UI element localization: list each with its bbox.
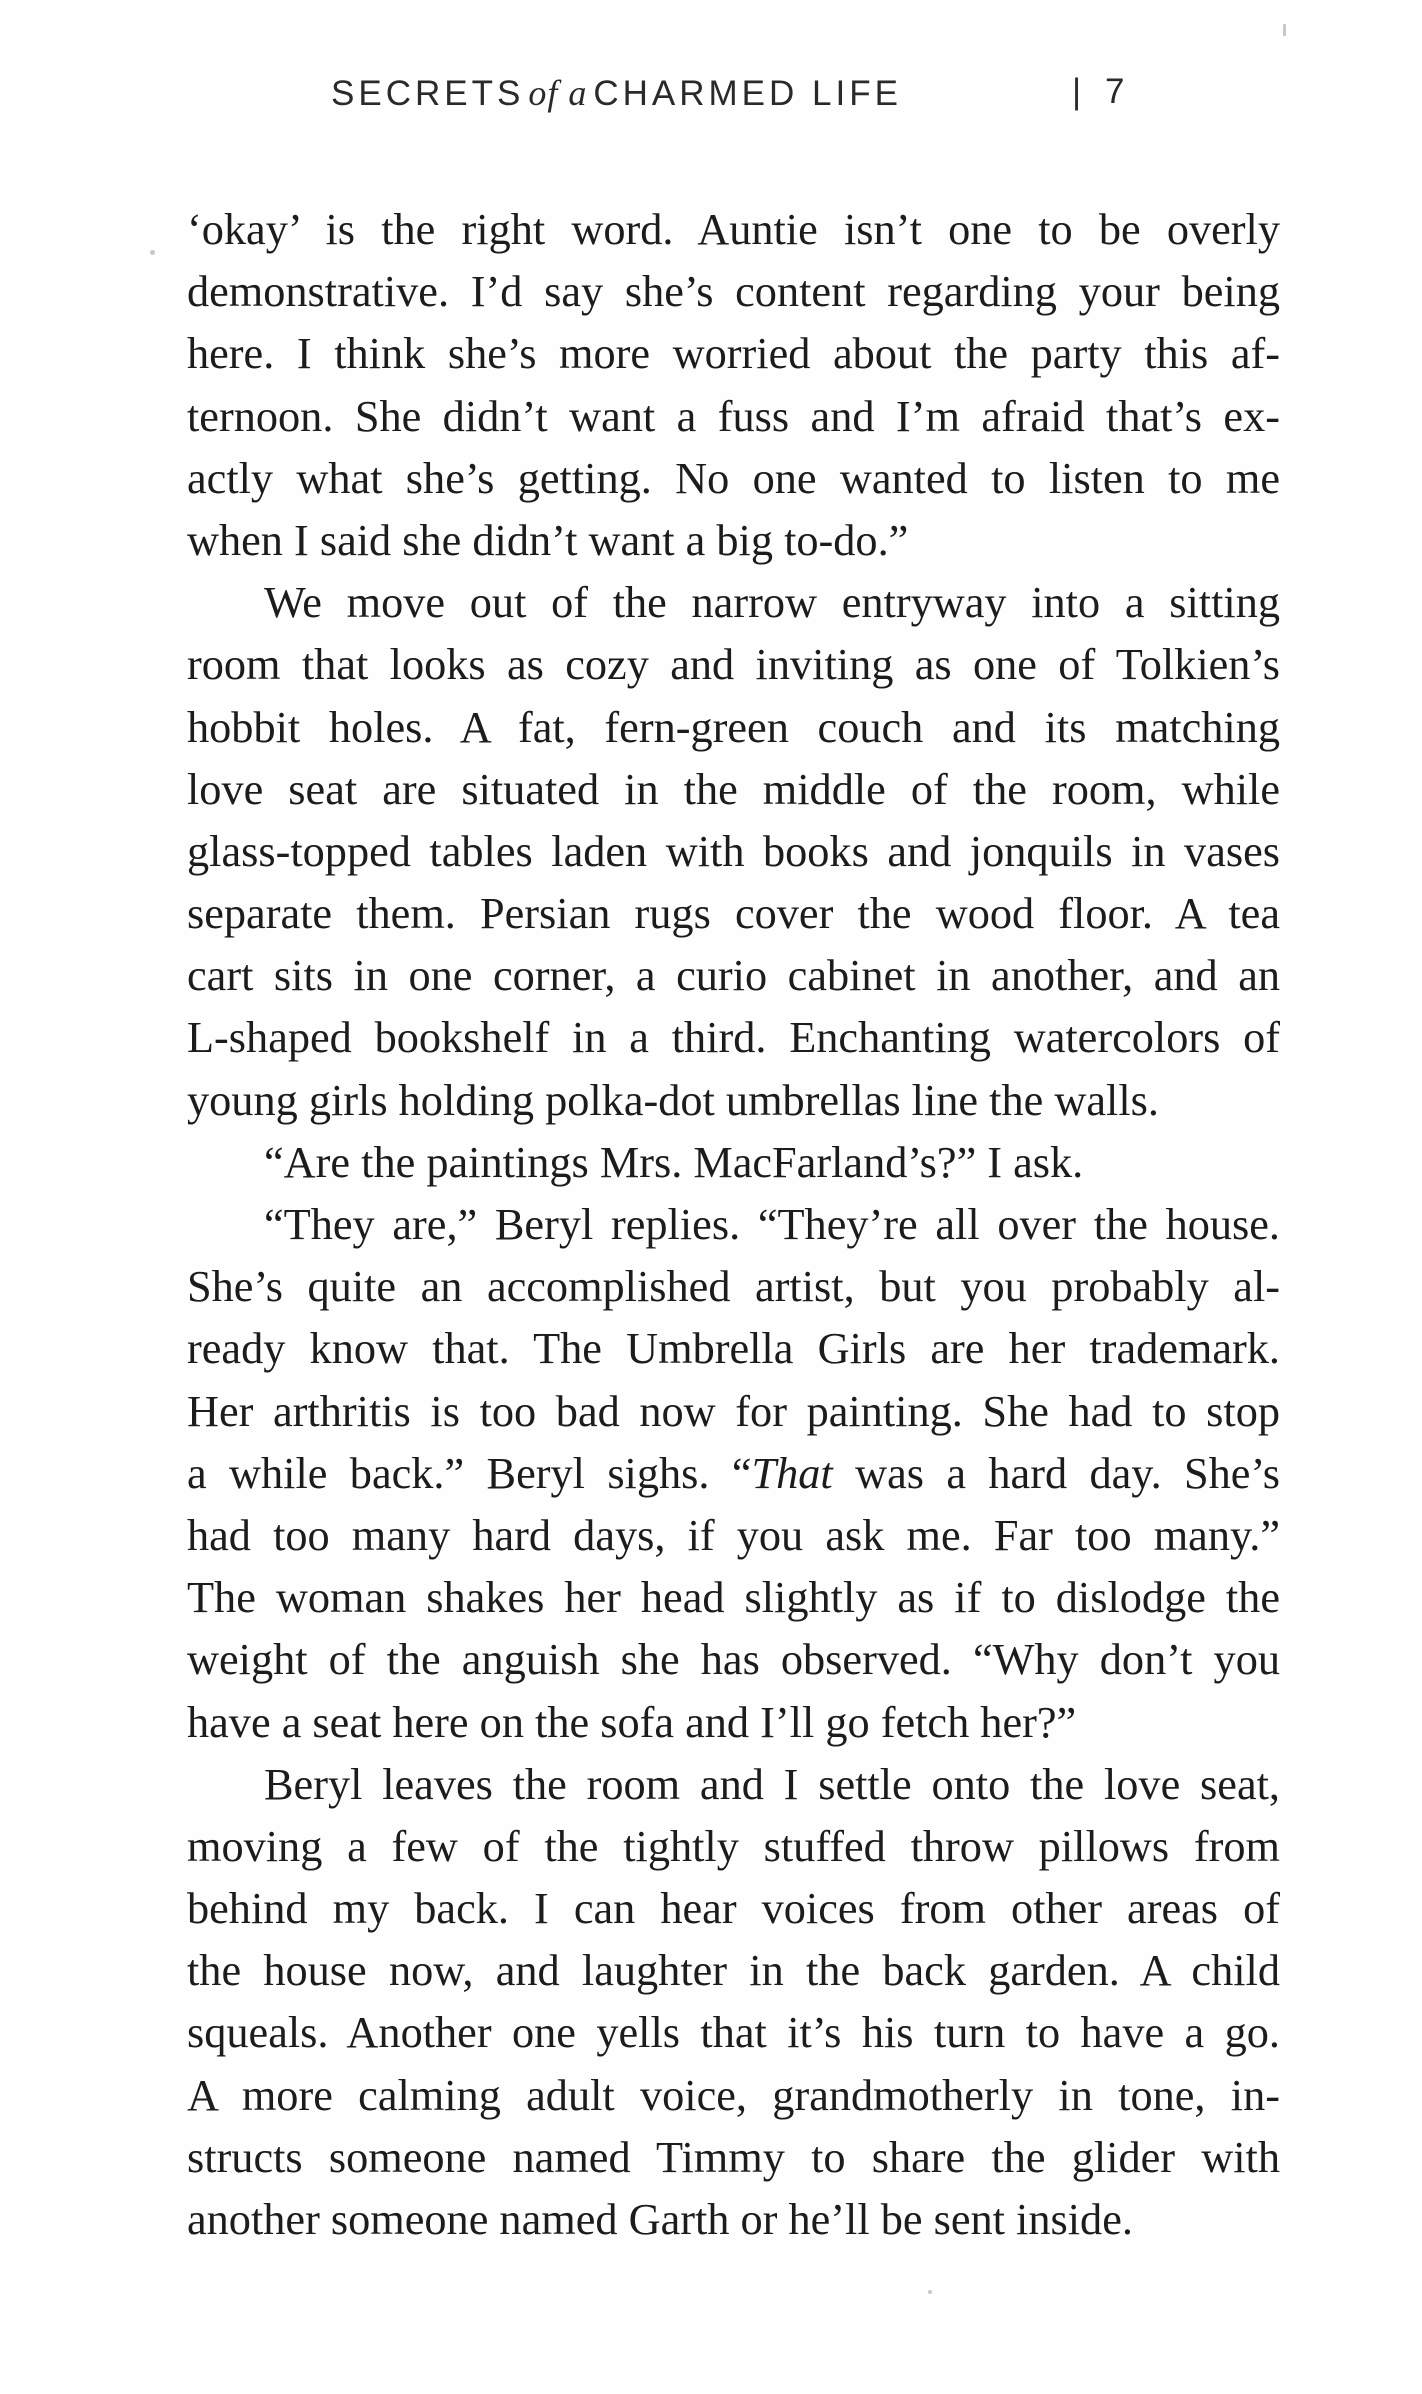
text-line: structs someone named Timmy to share the glider with [187, 2132, 1280, 2182]
paragraph [187, 1754, 1280, 2252]
text-line: squeals. Another one yells that it’s his turn to have a go. [187, 2008, 1280, 2058]
body-text [187, 199, 1280, 2251]
text-line: A more calming adult voice, grandmotherly in tone, in- [187, 2070, 1280, 2120]
text-line: moving a few of the tightly stuffed throw pillows from [187, 1821, 1280, 1871]
text-line: cart sits in one corner, a curio cabinet in another, and an [187, 951, 1280, 1001]
text-line: ternoon. She didn’t want a fuss and I’m afraid that’s ex- [187, 391, 1280, 441]
paragraph [187, 199, 1280, 572]
text-line: hobbit holes. A fat, fern-green couch and its matching [187, 702, 1280, 752]
text-line: demonstrative. I’d say she’s content regarding your being [187, 267, 1280, 317]
text-line: glass-topped tables laden with books and jonquils in vases [187, 826, 1280, 876]
paragraph [187, 1194, 1280, 1754]
text-line: behind my back. I can hear voices from other areas of [187, 1884, 1280, 1934]
text-line: She’s quite an accomplished artist, but you probably al- [187, 1262, 1280, 1312]
text-line: We move out of the narrow entryway into a sitting [264, 578, 1280, 628]
text-line: Her arthritis is too bad now for painting. She had to stop [187, 1386, 1280, 1436]
text-line: weight of the anguish she has observed. “Why don’t you [187, 1635, 1280, 1685]
text-line: when I said she didn’t want a big to-do.” [187, 515, 909, 565]
text-line: love seat are situated in the middle of the room, while [187, 764, 1280, 814]
scan-mark [150, 250, 155, 255]
book-title-part2: CHARMED LIFE [593, 74, 902, 113]
text-line: another someone named Garth or he’ll be sent inside. [187, 2195, 1133, 2244]
text-line: “They are,” Beryl replies. “They’re all over the house. [264, 1200, 1280, 1249]
book-title-of-a: of a [528, 73, 588, 113]
text-line: here. I think she’s more worried about the party this af- [187, 329, 1280, 379]
text-line: young girls holding polka-dot umbrellas line the walls. [187, 1075, 1159, 1125]
text-line: had too many hard days, if you ask me. Far too many.” [187, 1510, 1280, 1560]
running-header [0, 72, 1422, 122]
text-line: L-shaped bookshelf in a third. Enchanting watercolors of [187, 1013, 1280, 1063]
text-line: ready know that. The Umbrella Girls are her trademark. [187, 1324, 1280, 1374]
italic-word: That [751, 1448, 833, 1498]
text-line: Beryl leaves the room and I settle onto the love seat, [264, 1759, 1280, 1809]
book-title-part1: SECRETS [331, 74, 525, 113]
paragraph [187, 1132, 1280, 1194]
text-line: “Are the paintings Mrs. MacFarland’s?” I ask. [264, 1137, 1084, 1187]
paragraph [187, 572, 1280, 1132]
scan-mark [928, 2290, 932, 2294]
text-line: room that looks as cozy and inviting as one of Tolkien’s [187, 640, 1280, 690]
book-title [331, 72, 902, 114]
header-separator: | [1072, 72, 1086, 111]
text-line: have a seat here on the sofa and I’ll go fetch her?” [187, 1697, 1077, 1747]
text-line: ‘okay’ is the right word. Auntie isn’t one to be overly [187, 205, 1280, 254]
text-line: actly what she’s getting. No one wanted to listen to me [187, 453, 1280, 503]
scan-mark [1283, 24, 1286, 36]
text-line: The woman shakes her head slightly as if to dislodge the [187, 1573, 1280, 1623]
page-number: 7 [1105, 72, 1129, 111]
text-line: a while back.” Beryl sighs. “That was a hard day. She’s [187, 1448, 1280, 1498]
text-line: separate them. Persian rugs cover the wood floor. A tea [187, 889, 1280, 939]
text-line: the house now, and laughter in the back garden. A child [187, 1946, 1280, 1996]
